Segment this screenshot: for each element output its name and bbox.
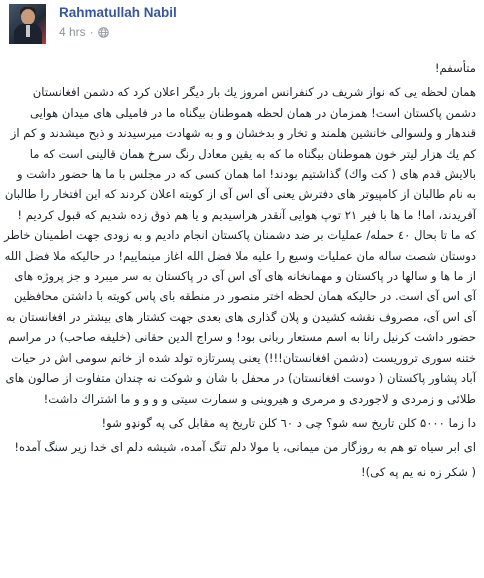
post-paragraph: ای ابر سیاه تو هم به روزگار من میمانی، یا مولا دلم تنگ آمده، شیشه دلم ای خدا زیر سنگ آمده! bbox=[14, 440, 476, 455]
post-paragraph: متأسفم! bbox=[434, 61, 476, 75]
timestamp[interactable]: 4 hrs bbox=[59, 25, 86, 39]
author-name[interactable]: Rahmatullah Nabil bbox=[59, 5, 177, 20]
post-paragraph: دا زما ۵۰۰۰ کلن تاریخ سه شو؟ چی د ٦٠ کلن تاریخ په مقابل کی په گونډو شو! bbox=[101, 415, 476, 430]
post-meta bbox=[59, 25, 109, 39]
post-paragraph: ( شکر زه نه یم په کی)! bbox=[360, 464, 476, 479]
meta-separator: · bbox=[89, 25, 94, 39]
post-body bbox=[4, 58, 476, 482]
post-header bbox=[0, 0, 478, 52]
avatar[interactable] bbox=[9, 4, 46, 44]
globe-icon[interactable] bbox=[98, 27, 109, 38]
post-paragraph: همان لحظه یی که نواز شریف در کنفرانس امروز یك بار دیگر اعلان کرد که دشمن افغانستان دشمن پاکستان است! همزمان در همان لحظه هموطنان بیگناه ما در فامیلی های میدان هوایی قندهار و ولسوالی خانشین هلمند و تخار و بدخشان و و به شهادت میرسیدند و ذبح میشدند و کم از کم یك هزار لیتر خون هموطنان بیگناه ما که به یقین معادل رنگ سرخ همان قالینی است که ما بالایش قدم های ( کت واك) گذاشتیم بودند! اما همان کسی که در مجلس با ما ها حضور داشت و به نام طالبان از کامپیوتر های دفترش یعنی آی اس آی از کویته اعلان کردند که این افتخار را طالبان آفریدند، اما! ما ها با فیر ۲۱ توپ هوایی آنقدر هراسیدیم و یا هم ذوق زده شدیم که قبول کردیم ! که ما تا بحال ٤٠ حمله/ عملیات بر ضد دشمنان پاکستان انجام دادیم و به زودی جهت اطمینان خاطر دوستان شصت ساله مان عملیات وسیع را علیه ملا فضل الله اغاز مینماییم! در حالیکه ملا فضل الله از ما ها و سالها در پاکستان و مهمانخانه های آی اس آی در پاکستان به سر میبرد و جز پروژه های آی اس آی است. در حالیکه همان لحظه اختر منصور در منطقه بای پاس کویته با داشتن محافظین آی اس آی، مصروف نقشه کشیدن و پلان گذاری های بعدی جهت کشتار های بیشتر در افغانستان به حضور داشت کرنیل رانا به اسم مستعار ربانی بود! و سراج الدین حقانی (خلیفه صاحب) در مراسم ختنه سوری تروریست (دشمن افغانستان!!!) یعنی پسرتازه تولد شده از خانم سومی اش در حیات آباد پشاور پاکستان ( دوست افغانستان) در محفل با شان و شوکت نه چندان متفاوت از صالون های طلائی و زمردی و لاجوردی و مرمری و هیروینی و سمارت سیتی و و و و ما اشتراك داشت! bbox=[4, 85, 476, 406]
